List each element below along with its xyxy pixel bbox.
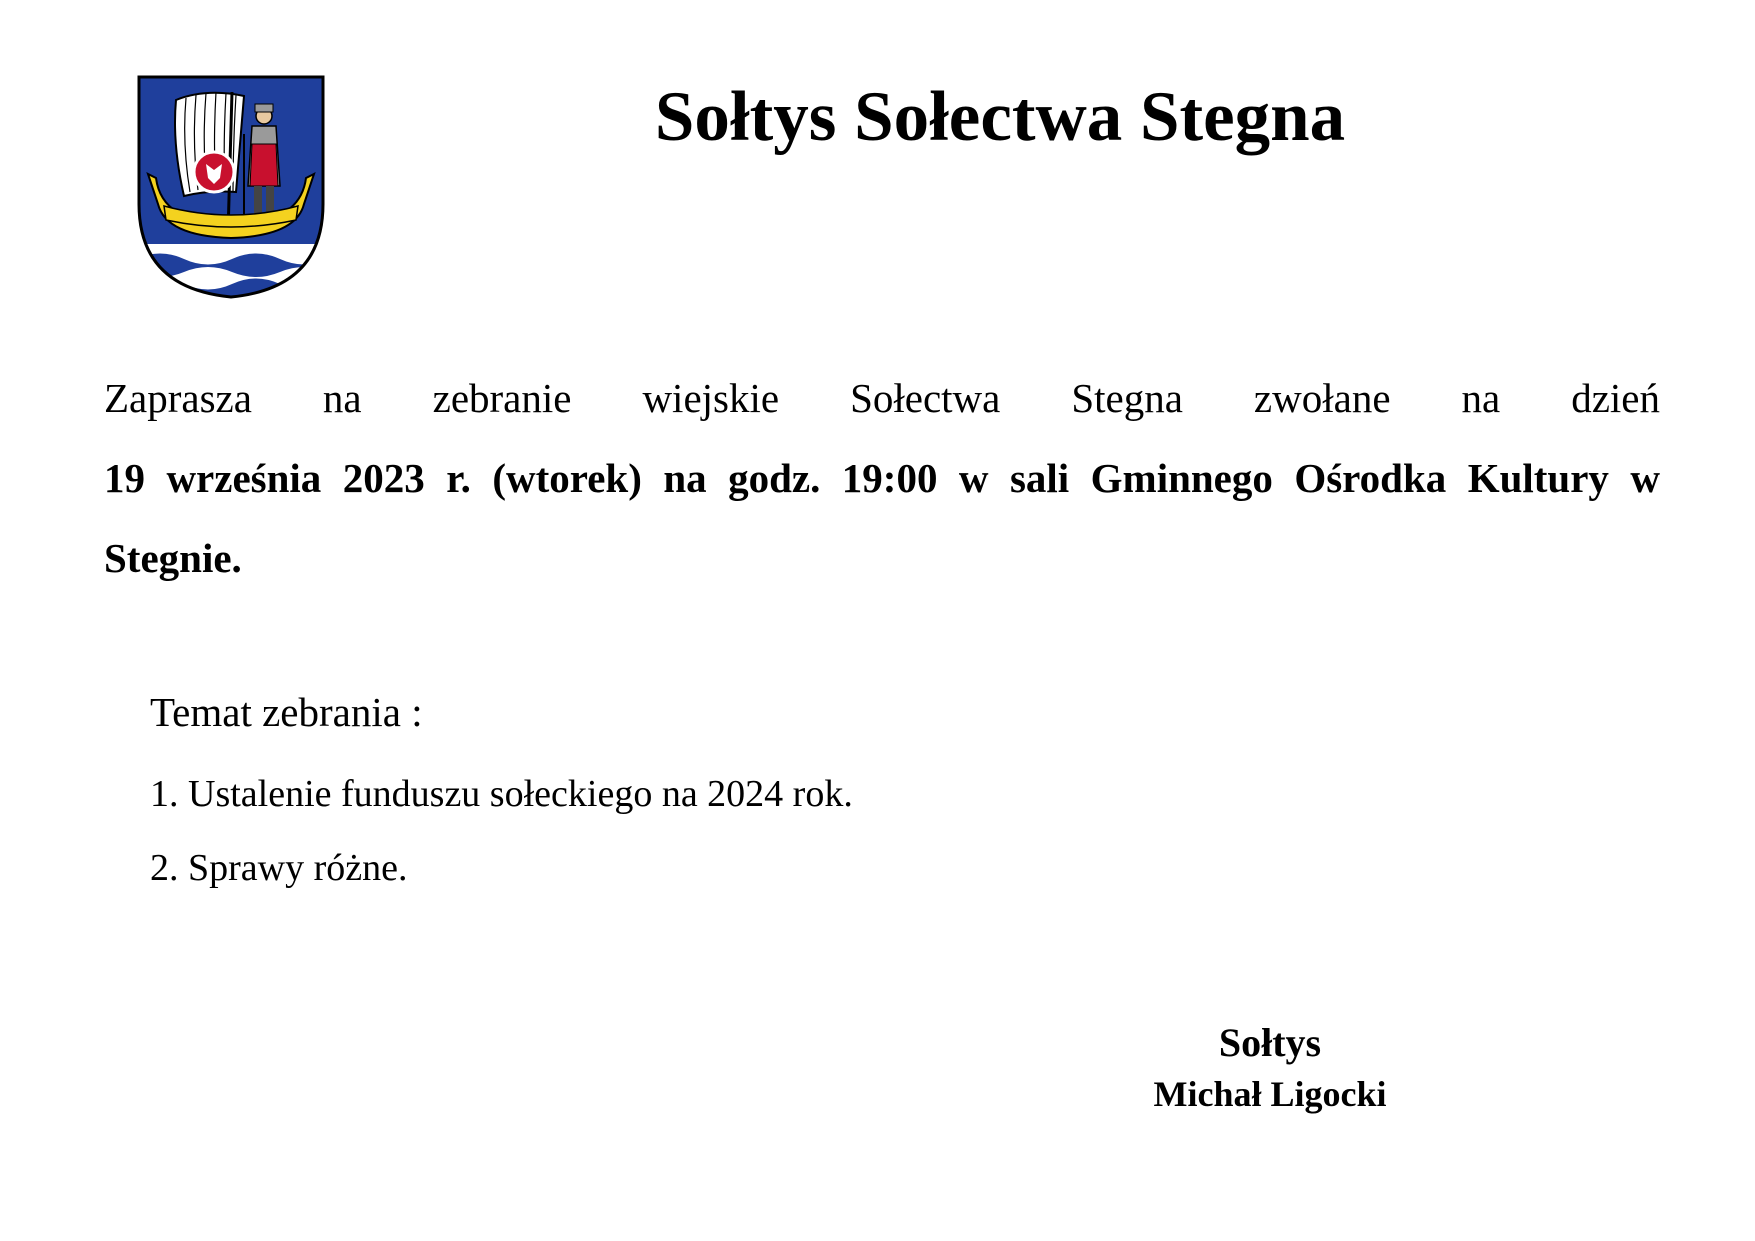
signature-role: Sołtys (1218, 1020, 1322, 1065)
agenda-item: 2. Sprawy różne. (150, 847, 408, 889)
signature-name: Michał Ligocki (1153, 1074, 1387, 1114)
invitation-intro: Zaprasza na zebranie wiejskie Sołectwa Stegna zwołane na dzień (104, 375, 1660, 421)
page-title: Sołtys Sołectwa Stegna (654, 78, 1346, 156)
agenda-heading: Temat zebrania : (150, 689, 423, 735)
signature-block (1100, 1016, 1440, 1118)
agenda-list (150, 770, 853, 918)
meeting-details: 19 września 2023 r. (wtorek) na godz. 19:00 w sali Gminnego Ośrodka Kultury w Stegnie. (104, 455, 1660, 581)
agenda-item: 1. Ustalenie funduszu sołeckiego na 2024 rok. (150, 773, 853, 815)
invitation-paragraph (104, 358, 1660, 598)
coat-of-arms-icon (136, 74, 326, 300)
